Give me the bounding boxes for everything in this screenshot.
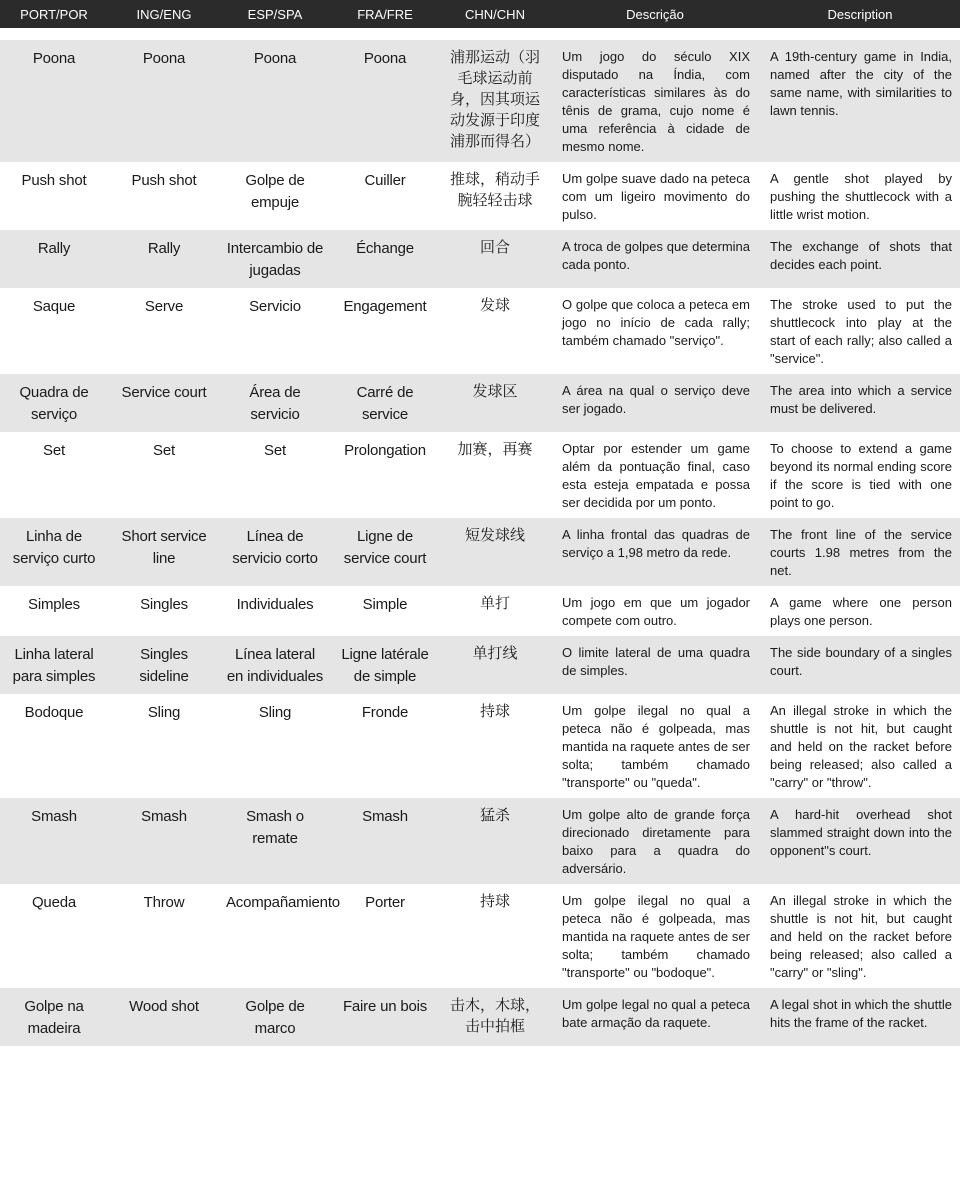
cell-desc-pt: Um golpe ilegal no qual a peteca não é golpeada, mas mantida na raquete antes de ser solta; também chamado "transporte" ou "queda". [550,694,760,798]
cell-desc-en: A legal shot in which the shuttle hits the frame of the racket. [760,988,960,1046]
cell-chn: 发球 [440,288,550,374]
cell-chn: 持球 [440,694,550,798]
cell-desc-en: The side boundary of a singles court. [760,636,960,694]
cell-chn: 持球 [440,884,550,988]
cell-chn: 击木，木球，击中拍框 [440,988,550,1046]
cell-desc-en: An illegal stroke in which the shuttle is not hit, but caught and held on the racket before being released; also called a "carry" or "sling". [760,884,960,988]
cell-spa: Línea lateral en individuales [220,636,330,694]
cell-por: Bodoque [0,694,108,798]
table-row [0,162,960,230]
table-row [0,288,960,374]
cell-chn: 回合 [440,230,550,288]
cell-spa: Individuales [220,586,330,636]
cell-desc-pt: O limite lateral de uma quadra de simples. [550,636,760,694]
header-desc-pt: Descrição [550,0,760,28]
cell-por: Quadra de serviço [0,374,108,432]
cell-fra: Porter [330,884,440,988]
cell-eng: Singles [108,586,220,636]
header-eng: ING/ENG [108,0,220,28]
cell-fra: Ligne latérale de simple [330,636,440,694]
cell-fra: Simple [330,586,440,636]
cell-por: Linha lateral para simples [0,636,108,694]
cell-eng: Singles sideline [108,636,220,694]
cell-fra: Cuiller [330,162,440,230]
cell-chn: 加赛，再赛 [440,432,550,518]
cell-desc-pt: Um golpe alto de grande força direcionado diretamente para baixo para a quadra do adversário. [550,798,760,884]
cell-por: Golpe na madeira [0,988,108,1046]
cell-fra: Prolongation [330,432,440,518]
cell-eng: Wood shot [108,988,220,1046]
cell-por: Push shot [0,162,108,230]
cell-spa: Set [220,432,330,518]
cell-por: Smash [0,798,108,884]
cell-desc-pt: A linha frontal das quadras de serviço a 1,98 metro da rede. [550,518,760,586]
cell-desc-en: An illegal stroke in which the shuttle is not hit, but caught and held on the racket before being released; also called a "carry" or "throw". [760,694,960,798]
header-chn: CHN/CHN [440,0,550,28]
cell-chn: 发球区 [440,374,550,432]
cell-desc-en: To choose to extend a game beyond its normal ending score if the score is tied with one point to go. [760,432,960,518]
table-row [0,988,960,1046]
cell-por: Rally [0,230,108,288]
cell-chn: 浦那运动（羽毛球运动前身，因其项运动发源于印度浦那而得名） [440,40,550,162]
cell-spa: Smash o remate [220,798,330,884]
cell-spa: Poona [220,40,330,162]
cell-chn: 单打线 [440,636,550,694]
cell-desc-en: The area into which a service must be delivered. [760,374,960,432]
cell-chn: 猛杀 [440,798,550,884]
cell-spa: Línea de servicio corto [220,518,330,586]
cell-chn: 推球，稍动手腕轻轻击球 [440,162,550,230]
cell-desc-pt: Optar por estender um game além da pontuação final, caso esta esteja empatada e possa ser decidida por um ponto. [550,432,760,518]
cell-desc-en: A game where one person plays one person. [760,586,960,636]
cell-por: Saque [0,288,108,374]
cell-desc-en: The stroke used to put the shuttlecock into play at the start of each rally; also called a "service". [760,288,960,374]
cell-fra: Smash [330,798,440,884]
cell-desc-en: A hard-hit overhead shot slammed straight down into the opponent"s court. [760,798,960,884]
cell-por: Linha de serviço curto [0,518,108,586]
table-row [0,694,960,798]
table-row [0,884,960,988]
cell-desc-en: The exchange of shots that decides each point. [760,230,960,288]
cell-eng: Poona [108,40,220,162]
cell-spa: Acompañamiento [220,884,330,988]
cell-chn: 短发球线 [440,518,550,586]
cell-desc-pt: A área na qual o serviço deve ser jogado. [550,374,760,432]
cell-spa: Intercambio de jugadas [220,230,330,288]
cell-fra: Échange [330,230,440,288]
header-desc-en: Description [760,0,960,28]
cell-por: Simples [0,586,108,636]
cell-eng: Set [108,432,220,518]
cell-spa: Servicio [220,288,330,374]
cell-eng: Rally [108,230,220,288]
table-header [0,0,960,28]
cell-desc-pt: Um jogo do século XIX disputado na Índia, com características similares às do tênis de grama, cujo nome é uma referência à cidade de mesmo nome. [550,40,760,162]
cell-chn: 单打 [440,586,550,636]
cell-eng: Push shot [108,162,220,230]
cell-por: Poona [0,40,108,162]
cell-spa: Área de servicio [220,374,330,432]
cell-eng: Throw [108,884,220,988]
cell-desc-pt: Um jogo em que um jogador compete com outro. [550,586,760,636]
table-row [0,518,960,586]
cell-fra: Faire un bois [330,988,440,1046]
table-row [0,374,960,432]
cell-desc-pt: O golpe que coloca a peteca em jogo no início de cada rally; também chamado "serviço". [550,288,760,374]
table-row [0,432,960,518]
header-spa: ESP/SPA [220,0,330,28]
cell-spa: Sling [220,694,330,798]
cell-por: Set [0,432,108,518]
cell-desc-pt: A troca de golpes que determina cada ponto. [550,230,760,288]
table-row [0,40,960,162]
cell-fra: Poona [330,40,440,162]
cell-desc-pt: Um golpe suave dado na peteca com um ligeiro movimento do pulso. [550,162,760,230]
cell-fra: Fronde [330,694,440,798]
table-row [0,636,960,694]
cell-desc-pt: Um golpe ilegal no qual a peteca não é golpeada, mas mantida na raquete antes de ser solta; também chamado "transporte" ou "bodoque". [550,884,760,988]
cell-eng: Serve [108,288,220,374]
cell-eng: Sling [108,694,220,798]
header-fra: FRA/FRE [330,0,440,28]
cell-eng: Smash [108,798,220,884]
cell-eng: Service court [108,374,220,432]
cell-fra: Ligne de service court [330,518,440,586]
cell-spa: Golpe de marco [220,988,330,1046]
cell-desc-en: A gentle shot played by pushing the shuttlecock with a little wrist motion. [760,162,960,230]
table-body [0,28,960,1046]
table-row [0,586,960,636]
cell-desc-pt: Um golpe legal no qual a peteca bate armação da raquete. [550,988,760,1046]
header-spacer [0,28,960,40]
cell-por: Queda [0,884,108,988]
header-row [0,0,960,28]
cell-spa: Golpe de empuje [220,162,330,230]
header-por: PORT/POR [0,0,108,28]
table-row [0,230,960,288]
cell-eng: Short service line [108,518,220,586]
cell-fra: Carré de service [330,374,440,432]
cell-fra: Engagement [330,288,440,374]
cell-desc-en: A 19th-century game in India, named after the city of the same name, with similarities to lawn tennis. [760,40,960,162]
table-row [0,798,960,884]
cell-desc-en: The front line of the service courts 1.98 metres from the net. [760,518,960,586]
